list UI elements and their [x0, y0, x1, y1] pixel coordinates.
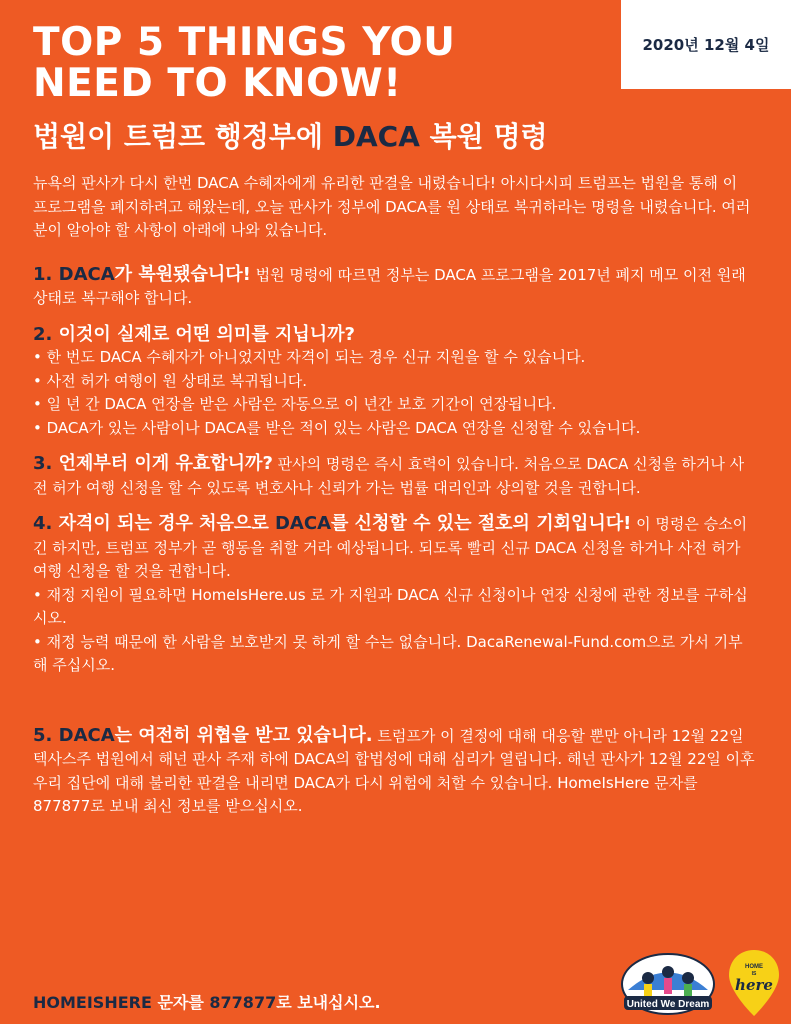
spacer	[33, 690, 755, 724]
item-5-heading-text: 는 여전히 위협을 받고 있습니다.	[114, 724, 373, 746]
item-4-bullet: • 재정 지원이 필요하면 HomeIsHere.us 로 가 지원과 DACA 신규 신청이나 연장 신청에 관한 정보를 구하십시오.	[33, 585, 748, 627]
item-1	[33, 263, 755, 311]
headline-line-2: NEED TO KNOW!	[33, 61, 402, 106]
item-4-text: 이 명령은 승소이긴 하지만, 트럼프 정부가 곧 행동을 취할 거라 예상됩니다. 되도록 빨리 신규 DACA 신청을 하거나 사전 허가 여행 신청을 할 것을 권합니다.	[33, 515, 748, 580]
item-2	[33, 323, 755, 441]
item-2-bullet: • 사전 허가 여행이 원 상태로 복귀됩니다.	[33, 371, 308, 390]
item-3-text: 판사의 명령은 즉시 효력이 있습니다. 처음으로 DACA 신청을 하거나 사전 허가 여행 신청을 할 수 있도록 변호사나 신뢰가 가는 법률 대리인과 상의할 것을 권합니다.	[33, 455, 745, 497]
item-2-heading	[33, 323, 755, 347]
date-text: 2020년 12월 4일	[642, 36, 770, 54]
item-1-heading-text: 가 복원됐습니다!	[114, 263, 251, 285]
item-3	[33, 452, 755, 500]
home-is-here-logo	[726, 948, 782, 1018]
cta-number: 877877	[209, 993, 277, 1012]
item-2-bullet: • 일 년 간 DACA 연장을 받은 사람은 자동으로 이 년간 보호 기간이 연장됩니다.	[33, 395, 557, 413]
subheadline-emphasis: DACA	[332, 120, 420, 153]
item-3-number: 3.	[33, 453, 53, 474]
date-box	[621, 0, 791, 89]
item-5-heading-dark: DACA	[58, 724, 115, 746]
item-5-paragraph	[33, 724, 755, 819]
item-3-heading-text: 언제부터 이게 유효합니까?	[52, 453, 273, 474]
intro-paragraph: 뉴욕의 판사가 다시 한번 DACA 수혜자에게 유리한 판결을 내렸습니다! 아시다시피 트럼프는 법원을 통해 이 프로그램을 폐지하려고 해왔는데, 오늘 판사가 정부에 DACA를 원 상태로 복귀하라는 명령을 내렸습니다. 여러분이 알아야 할 사항이 아래에 나와 있습니다.	[33, 174, 751, 239]
item-4-heading-pre: 자격이 되는 경우 처음으로	[52, 513, 275, 534]
item-4-bullet: • 재정 능력 때문에 한 사람을 보호받지 못 하게 할 수는 없습니다. DacaRenewal-Fund.com으로 가서 기부해 주십시오.	[33, 632, 743, 674]
home-is-here-text: here	[735, 976, 773, 994]
subheadline-before: 법원이 트럼프 행정부에	[33, 120, 333, 153]
item-5	[33, 724, 755, 819]
cta-middle: 문자를	[151, 993, 210, 1012]
item-1-paragraph	[33, 263, 755, 311]
cta-text	[33, 990, 381, 1013]
item-4-heading-dark: DACA	[274, 513, 331, 534]
united-we-dream-text: United We Dream	[626, 999, 710, 1010]
cta-brand: HOMEISHERE	[33, 993, 152, 1012]
item-1-number: 1.	[33, 263, 53, 285]
content	[33, 172, 755, 831]
subheadline	[33, 120, 548, 154]
item-2-heading-text: 이것이 실제로 어떤 의미를 지닙니까?	[52, 323, 355, 345]
subheadline-after: 복원 명령	[419, 120, 548, 153]
cta-after: 로 보내십시오.	[276, 993, 381, 1012]
item-2-number: 2.	[33, 323, 53, 345]
item-2-bullet: • DACA가 있는 사람이나 DACA를 받은 적이 있는 사람은 DACA 연장을 신청할 수 있습니다.	[33, 418, 641, 437]
united-we-dream-logo	[618, 950, 718, 1016]
item-2-bullet: • 한 번도 DACA 수혜자가 아니었지만 자격이 되는 경우 신규 지원을 할 수 있습니다.	[33, 348, 586, 366]
item-4-heading	[33, 513, 631, 534]
item-1-heading	[33, 264, 251, 285]
item-3-heading	[33, 453, 273, 474]
page-title	[33, 22, 593, 104]
item-4-heading-text: 를 신청할 수 있는 절호의 기회입니다!	[331, 513, 632, 534]
item-5-heading	[33, 725, 373, 746]
svg-text:IS: IS	[751, 971, 757, 977]
item-5-text: 트럼프가 이 결정에 대해 대응할 뿐만 아니라 12월 22일 텍사스주 법원에서 해넌 판사 주재 하에 DACA의 합법성에 대해 심리가 열립니다. 해넌 판사가 12월 22일 이후 우리 집단에 대해 불리한 판결을 내리면 DACA가 다시 위험에 처할 수 있습니다. HomeIsHere 문자를 877877로 보내 최신 정보를 받으십시오.	[33, 726, 755, 815]
item-1-heading-dark: DACA	[58, 263, 115, 285]
item-4-number: 4.	[33, 513, 53, 534]
item-4	[33, 512, 755, 678]
item-4-paragraph	[33, 512, 755, 584]
headline-line-1: TOP 5 THINGS YOU	[33, 20, 456, 65]
item-1-text: 법원 명령에 따르면 정부는 DACA 프로그램을 2017년 폐지 메모 이전 원래 상태로 복구해야 합니다.	[33, 265, 746, 307]
item-3-paragraph	[33, 452, 755, 500]
svg-text:HOME: HOME	[745, 964, 763, 970]
item-5-number: 5.	[33, 724, 53, 746]
